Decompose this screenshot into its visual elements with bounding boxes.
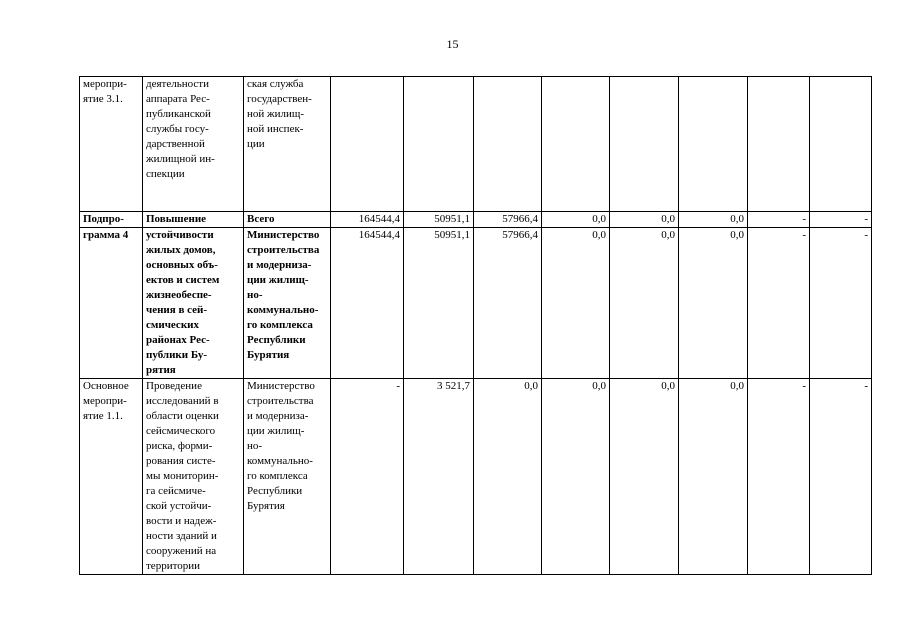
table-cell-value — [610, 77, 679, 212]
table-cell-value: 0,0 — [679, 228, 748, 379]
table-cell-value — [748, 77, 810, 212]
page-number: 15 — [446, 37, 459, 51]
table-cell-value: 0,0 — [610, 228, 679, 379]
table-cell-value: - — [748, 228, 810, 379]
budget-table — [79, 76, 872, 575]
table-cell-value: 0,0 — [542, 228, 610, 379]
table-cell-value: 0,0 — [679, 212, 748, 228]
table-cell: Основное меропри- ятие 1.1. — [80, 379, 143, 575]
table-cell: Министерство строительства и модерниза- ции жилищ- но- коммунально- го комплекса Республики Бурятия — [244, 228, 331, 379]
table-cell: ская служба государствен- ной жилищ- ной инспек- ции — [244, 77, 331, 212]
table-cell-value: - — [810, 212, 872, 228]
table-cell-value: 164544,4 — [331, 212, 404, 228]
table-cell-value: 0,0 — [542, 379, 610, 575]
table-cell: меропри- ятие 3.1. — [80, 77, 143, 212]
table-cell-value — [542, 77, 610, 212]
table-cell-value: - — [810, 379, 872, 575]
table-cell-value — [810, 77, 872, 212]
table-row — [80, 228, 872, 379]
table-cell-value: 3 521,7 — [404, 379, 474, 575]
table-cell: Повышение — [143, 212, 244, 228]
table-cell-value: - — [748, 379, 810, 575]
table-cell-value: 0,0 — [610, 379, 679, 575]
table-cell-value: 164544,4 — [331, 228, 404, 379]
table-row — [80, 77, 872, 212]
table-cell-value: - — [810, 228, 872, 379]
table-row — [80, 212, 872, 228]
table-cell-value: 0,0 — [474, 379, 542, 575]
table-cell-value: 0,0 — [542, 212, 610, 228]
table-cell: грамма 4 — [80, 228, 143, 379]
table-cell: Министерство строительства и модерниза- ции жилищ- но- коммунально- го комплекса Республики Бурятия — [244, 379, 331, 575]
table-cell: Всего — [244, 212, 331, 228]
table-cell-value: 50951,1 — [404, 228, 474, 379]
table-cell-value — [474, 77, 542, 212]
table-cell-value: 0,0 — [610, 212, 679, 228]
table-cell-value: - — [748, 212, 810, 228]
table-cell-value: 50951,1 — [404, 212, 474, 228]
table-cell-value — [404, 77, 474, 212]
table-cell: Подпро- — [80, 212, 143, 228]
table-cell-value: 0,0 — [679, 379, 748, 575]
table-cell-value: - — [331, 379, 404, 575]
table-row — [80, 379, 872, 575]
table-cell: устойчивости жилых домов, основных объ- ектов и систем жизнеобеспе- чения в сей- смических районах Рес- публики Бу- рятия — [143, 228, 244, 379]
table-cell: деятельности аппарата Рес- публиканской службы госу- дарственной жилищной ин- спекции — [143, 77, 244, 212]
table-cell-value — [679, 77, 748, 212]
table-cell-value — [331, 77, 404, 212]
table-cell-value: 57966,4 — [474, 212, 542, 228]
table-cell: Проведение исследований в области оценки сейсмического риска, форми- рования систе- мы мониторин- га сейсмиче- ской устойчи- вости и надеж- ности зданий и сооружений на территории — [143, 379, 244, 575]
table-cell-value: 57966,4 — [474, 228, 542, 379]
